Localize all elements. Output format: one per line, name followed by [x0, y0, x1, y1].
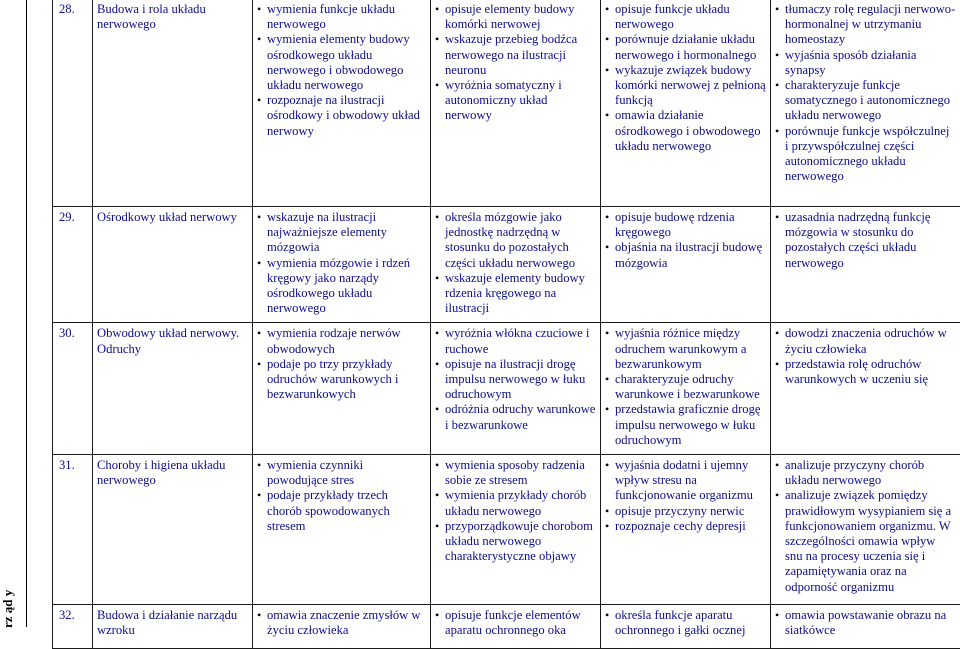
requirements-cell-level-1 [253, 207, 431, 323]
lesson-topic: Budowa i działanie narządu wzroku [93, 605, 253, 649]
requirements-cell-level-2 [431, 323, 601, 455]
rotated-margin-text: rz ąd y [2, 588, 24, 628]
requirements-cell-level-3 [601, 0, 771, 207]
requirement-item: • przyporządkowuje chorobom układu nerwowego charakterystyczne objawy [445, 519, 596, 565]
requirement-item: • uzasadnia nadrzędną funkcję mózgowia w stosunku do pozostałych części układu nerwowego [785, 210, 956, 271]
lesson-topic: Budowa i rola układu nerwowego [93, 0, 253, 207]
requirement-item: • porównuje działanie układu nerwowego i hormonalnego [615, 32, 766, 62]
requirements-list [435, 2, 596, 124]
curriculum-requirements-table [52, 0, 960, 649]
requirements-list [257, 210, 426, 316]
requirement-item: • wykazuje związek budowy komórki nerwowej z pełnioną funkcją [615, 63, 766, 109]
requirements-list [257, 608, 426, 638]
lesson-topic: Ośrodkowy układ nerwowy [93, 207, 253, 323]
requirement-item: • rozpoznaje na ilustracji ośrodkowy i obwodowy układ nerwowy [267, 93, 426, 139]
requirement-item: • określa funkcje aparatu ochronnego i gałki ocznej [615, 608, 766, 638]
requirements-list [257, 326, 426, 402]
requirement-item: • rozpoznaje cechy depresji [615, 519, 766, 534]
requirement-item: • dowodzi znaczenia odruchów w życiu człowieka [785, 326, 956, 356]
requirements-cell-level-3 [601, 455, 771, 605]
requirement-item: • analizuje przyczyny chorób układu nerwowego [785, 458, 956, 488]
requirements-list [775, 210, 956, 271]
requirements-list [775, 458, 956, 595]
requirement-item: • charakteryzuje funkcje somatycznego i autonomicznego układu nerwowego [785, 78, 956, 124]
page-margin-strip [0, 0, 27, 627]
requirement-item: • opisuje budowę rdzenia kręgowego [615, 210, 766, 240]
requirement-item: • przedstawia graficznie drogę impulsu nerwowego w łuku odruchowym [615, 402, 766, 448]
requirement-item: • wymienia funkcje układu nerwowego [267, 2, 426, 32]
requirement-item: • podaje przykłady trzech chorób spowodowanych stresem [267, 488, 426, 534]
requirements-cell-level-2 [431, 0, 601, 207]
requirement-item: • wyróżnia somatyczny i autonomiczny układ nerwowy [445, 78, 596, 124]
requirement-item: • omawia znaczenie zmysłów w życiu człowieka [267, 608, 426, 638]
requirements-cell-level-1 [253, 455, 431, 605]
lesson-topic: Choroby i higiena układu nerwowego [93, 455, 253, 605]
requirements-list [435, 210, 596, 316]
requirement-item: • charakteryzuje odruchy warunkowe i bezwarunkowe [615, 372, 766, 402]
requirement-item: • odróżnia odruchy warunkowe i bezwarunkowe [445, 402, 596, 432]
requirement-item: • objaśnia na ilustracji budowę mózgowia [615, 240, 766, 270]
requirement-item: • wyjaśnia różnice między odruchem warunkowym a bezwarunkowym [615, 326, 766, 372]
lesson-number: 28. [53, 0, 93, 207]
requirements-cell-level-2 [431, 455, 601, 605]
requirements-cell-level-4 [771, 323, 960, 455]
requirement-item: • wyjaśnia dodatni i ujemny wpływ stresu na funkcjonowanie organizmu [615, 458, 766, 504]
requirements-list [775, 2, 956, 184]
requirements-list [605, 2, 766, 154]
requirement-item: • porównuje funkcje współczulnej i przywspółczulnej części autonomicznego układu nerwowego [785, 124, 956, 185]
lesson-number: 30. [53, 323, 93, 455]
table-row [53, 207, 960, 323]
table-row [53, 323, 960, 455]
requirement-item: • opisuje na ilustracji drogę impulsu nerwowego w łuku odruchowym [445, 357, 596, 403]
requirement-item: • wymienia przykłady chorób układu nerwowego [445, 488, 596, 518]
lesson-topic: Obwodowy układ nerwowy. Odruchy [93, 323, 253, 455]
requirement-item: • wskazuje na ilustracji najważniejsze elementy mózgowia [267, 210, 426, 256]
requirements-list [605, 458, 766, 534]
requirement-item: • opisuje przyczyny nerwic [615, 504, 766, 519]
requirement-item: • wyjaśnia sposób działania synapsy [785, 48, 956, 78]
requirements-cell-level-3 [601, 207, 771, 323]
requirements-list [435, 608, 596, 638]
requirement-item: • analizuje związek pomiędzy prawidłowym wysypianiem się a funkcjonowaniem organizmu. W szczególności omawia wpływ snu na procesy uczenia się i zapamiętywania oraz na odporność organizmu [785, 488, 956, 594]
requirements-cell-level-3 [601, 323, 771, 455]
requirement-item: • opisuje funkcje układu nerwowego [615, 2, 766, 32]
requirement-item: • wymienia rodzaje nerwów obwodowych [267, 326, 426, 356]
requirements-list [257, 458, 426, 534]
requirements-cell-level-2 [431, 207, 601, 323]
requirements-list [775, 326, 956, 387]
requirements-list [257, 2, 426, 139]
table-row [53, 0, 960, 207]
requirements-list [605, 608, 766, 638]
requirement-item: • wymienia elementy budowy ośrodkowego układu nerwowego i obwodowego układu nerwowego [267, 32, 426, 93]
requirements-cell-level-1 [253, 0, 431, 207]
requirements-list [605, 210, 766, 271]
requirements-cell-level-4 [771, 0, 960, 207]
requirement-item: • wskazuje elementy budowy rdzenia kręgowego na ilustracji [445, 271, 596, 317]
requirement-item: • wymienia sposoby radzenia sobie ze stresem [445, 458, 596, 488]
requirement-item: • tłumaczy rolę regulacji nerwowo-hormonalnej w utrzymaniu homeostazy [785, 2, 956, 48]
requirements-cell-level-4 [771, 207, 960, 323]
requirement-item: • omawia powstawanie obrazu na siatkówce [785, 608, 956, 638]
requirement-item: • omawia działanie ośrodkowego i obwodowego układu nerwowego [615, 108, 766, 154]
requirement-item: • wymienia mózgowie i rdzeń kręgowy jako narządy ośrodkowego układu nerwowego [267, 256, 426, 317]
requirements-list [605, 326, 766, 448]
requirement-item: • wymienia czynniki powodujące stres [267, 458, 426, 488]
requirements-cell-level-4 [771, 455, 960, 605]
table-row [53, 455, 960, 605]
requirement-item: • określa mózgowie jako jednostkę nadrzędną w stosunku do pozostałych części układu nerwowego [445, 210, 596, 271]
requirement-item: • opisuje funkcje elementów aparatu ochronnego oka [445, 608, 596, 638]
requirement-item: • podaje po trzy przykłady odruchów warunkowych i bezwarunkowych [267, 357, 426, 403]
requirement-item: • opisuje elementy budowy komórki nerwowej [445, 2, 596, 32]
requirements-list [435, 326, 596, 432]
requirements-list [775, 608, 956, 638]
lesson-number: 31. [53, 455, 93, 605]
requirement-item: • przedstawia rolę odruchów warunkowych w uczeniu się [785, 357, 956, 387]
requirements-cell-level-1 [253, 323, 431, 455]
requirement-item: • wyróżnia włókna czuciowe i ruchowe [445, 326, 596, 356]
lesson-number: 32. [53, 605, 93, 649]
requirement-item: • wskazuje przebieg bodźca nerwowego na ilustracji neuronu [445, 32, 596, 78]
requirements-list [435, 458, 596, 564]
lesson-number: 29. [53, 207, 93, 323]
